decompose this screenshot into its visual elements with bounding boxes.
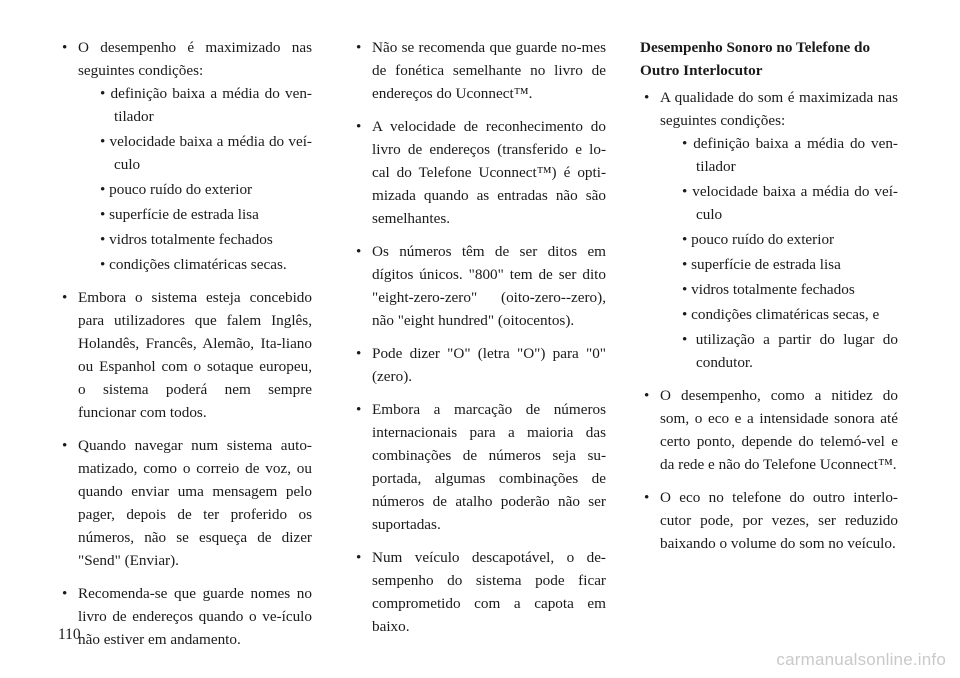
sub-list [660,132,898,374]
section-heading: Desempenho Sonoro no Telefone do Outro Interlocutor [640,39,871,79]
sub-list-item: • superfície de estrada lisa [78,203,312,226]
sub-list-item: • velocidade baixa a média do veí-culo [78,130,312,176]
list-item: • Quando navegar num sistema auto-matizado, como o correio de voz, ou quando enviar uma mensagem pelo pager, depois de ter proferido os números, não se esqueça de dizer "Send" (Enviar). [58,434,312,572]
column-3 [640,36,898,565]
list-item [640,86,898,374]
sub-list [78,82,312,276]
list-item: • A velocidade de reconhecimento do livro de endereços (transferido e lo-cal do Telefone Uconnect™) é opti-mizada quando as entradas não são semelhantes. [352,115,606,230]
sub-list-item: • superfície de estrada lisa [660,253,898,276]
list-item-text: O desempenho é maximizado nas seguintes condições: [78,39,312,79]
sub-list-item: • condições climatéricas secas. [78,253,312,276]
column-2 [352,36,606,648]
bullet-list [352,36,606,638]
list-item: • Pode dizer "O" (letra "O") para "0" (zero). [352,342,606,388]
list-item-text: A qualidade do som é maximizada nas seguintes condições: [660,89,898,129]
sub-list-item: • utilização a partir do lugar do condutor. [660,328,898,374]
list-item [58,36,312,276]
sub-list-item: • definição baixa a média do ven-tilador [78,82,312,128]
list-item: • Embora a marcação de números internacionais para a maioria das combinações de números seja su-portada, algumas combinações de números de atalho poderão não ser suportadas. [352,398,606,536]
bullet-list [58,36,312,651]
sub-list-item: • condições climatéricas secas, e [660,303,898,326]
sub-list-item: • pouco ruído do exterior [78,178,312,201]
list-item: • Num veículo descapotável, o de-sempenho do sistema pode ficar comprometido com a capota em baixo. [352,546,606,638]
list-item: • Os números têm de ser ditos em dígitos únicos. "800" tem de ser dito "eight-zero-zero" (oito-zero--zero), não "eight hundred" (oitocentos). [352,240,606,332]
list-item: • O desempenho, como a nitidez do som, o eco e a intensidade sonora até certo ponto, depende do telemó-vel e da rede e não do Telefone Uconnect™. [640,384,898,476]
sub-list-item: • vidros totalmente fechados [78,228,312,251]
list-item: • O eco no telefone do outro interlo-cutor pode, por vezes, ser reduzido baixando o volume do som no veículo. [640,486,898,555]
list-item: • Embora o sistema esteja concebido para utilizadores que falem Inglês, Holandês, Francês, Alemão, Ita-liano ou Espanhol com o sotaque europeu, o sistema poderá nem sempre funcionar com todos. [58,286,312,424]
bullet-list [640,86,898,555]
sub-list-item: • vidros totalmente fechados [660,278,898,301]
watermark: carmanualsonline.info [776,650,946,669]
sub-list-item: • definição baixa a média do ven-tilador [660,132,898,178]
page-number: 110 [58,626,81,643]
list-item: • Não se recomenda que guarde no-mes de fonética semelhante no livro de endereços do Uconnect™. [352,36,606,105]
sub-list-item: • pouco ruído do exterior [660,228,898,251]
column-1 [58,36,312,661]
sub-list-item: • velocidade baixa a média do veí-culo [660,180,898,226]
list-item: • Recomenda-se que guarde nomes no livro de endereços quando o ve-ículo não estiver em andamento. [58,582,312,651]
